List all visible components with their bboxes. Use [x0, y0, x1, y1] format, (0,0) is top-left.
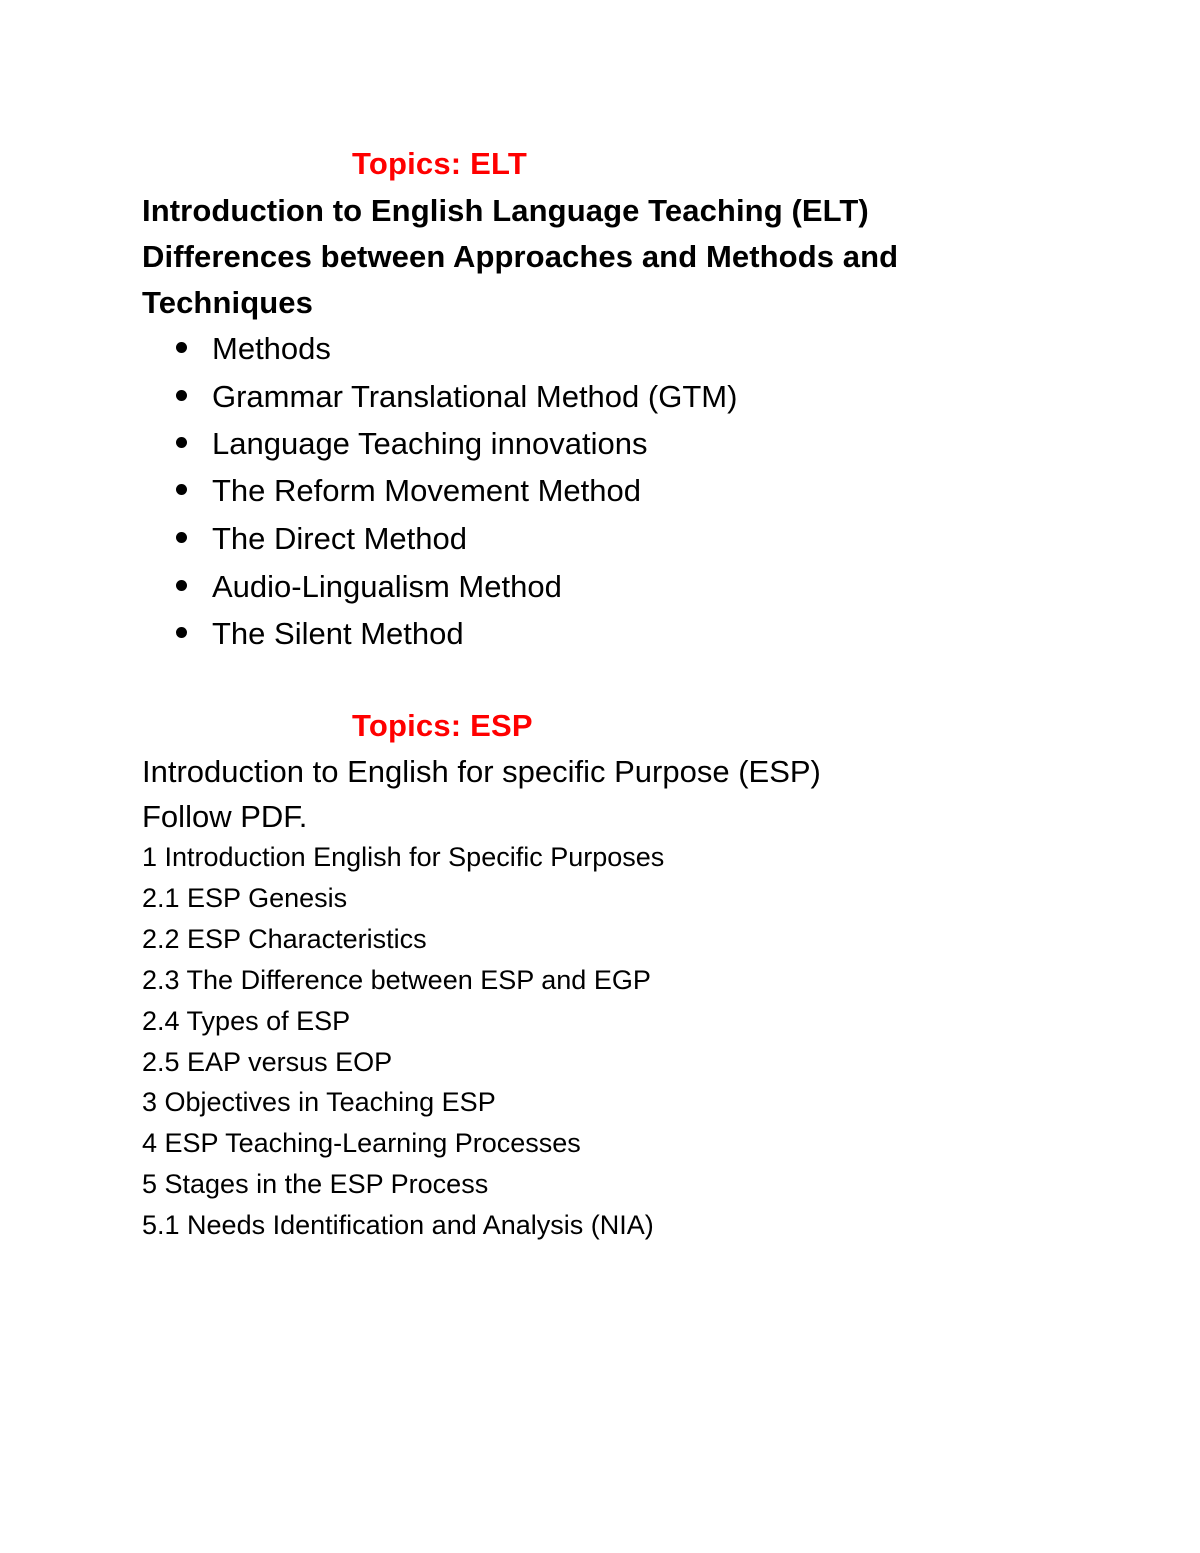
esp-follow-pdf-line: Follow PDF.	[142, 799, 308, 834]
elt-intro-heading: Introduction to English Language Teaching (ELT)	[142, 193, 869, 228]
bullet-icon	[176, 532, 187, 543]
elt-differences-heading: Differences between Approaches and Methods and	[142, 239, 899, 274]
bullet-icon	[176, 484, 187, 495]
list-item	[176, 473, 641, 509]
bullet-icon	[176, 390, 187, 401]
esp-topic-heading: Topics: ESP	[352, 708, 533, 743]
elt-techniques-heading: Techniques	[142, 285, 313, 320]
bullet-icon	[176, 580, 187, 591]
bullet-icon	[176, 342, 187, 353]
list-item-label: The Direct Method	[212, 521, 467, 556]
bullet-icon	[176, 437, 187, 448]
list-item: 2.1 ESP Genesis	[142, 883, 348, 913]
list-item-label: Methods	[212, 331, 331, 366]
esp-intro-line: Introduction to English for specific Purpose (ESP)	[142, 754, 821, 789]
list-item-label: The Reform Movement Method	[212, 473, 642, 508]
list-item	[176, 521, 467, 557]
list-item	[176, 426, 648, 462]
list-item: 1 Introduction English for Specific Purposes	[142, 842, 665, 872]
bullet-icon	[176, 627, 187, 638]
list-item	[176, 379, 737, 415]
list-item: 2.5 EAP versus EOP	[142, 1047, 393, 1077]
list-item: 4 ESP Teaching-Learning Processes	[142, 1128, 581, 1158]
list-item-label: Audio-Lingualism Method	[212, 569, 562, 604]
list-item	[176, 569, 562, 605]
list-item: 2.2 ESP Characteristics	[142, 924, 427, 954]
elt-topic-heading: Topics: ELT	[352, 146, 527, 181]
list-item-label: Language Teaching innovations	[212, 426, 648, 461]
list-item-label: Grammar Translational Method (GTM)	[212, 379, 738, 414]
list-item	[176, 331, 331, 367]
list-item-label: The Silent Method	[212, 616, 464, 651]
list-item: 3 Objectives in Teaching ESP	[142, 1087, 496, 1117]
list-item	[176, 616, 464, 652]
list-item: 2.3 The Difference between ESP and EGP	[142, 965, 651, 995]
list-item: 5.1 Needs Identification and Analysis (NIA)	[142, 1210, 654, 1240]
list-item: 2.4 Types of ESP	[142, 1006, 351, 1036]
list-item: 5 Stages in the ESP Process	[142, 1169, 489, 1199]
